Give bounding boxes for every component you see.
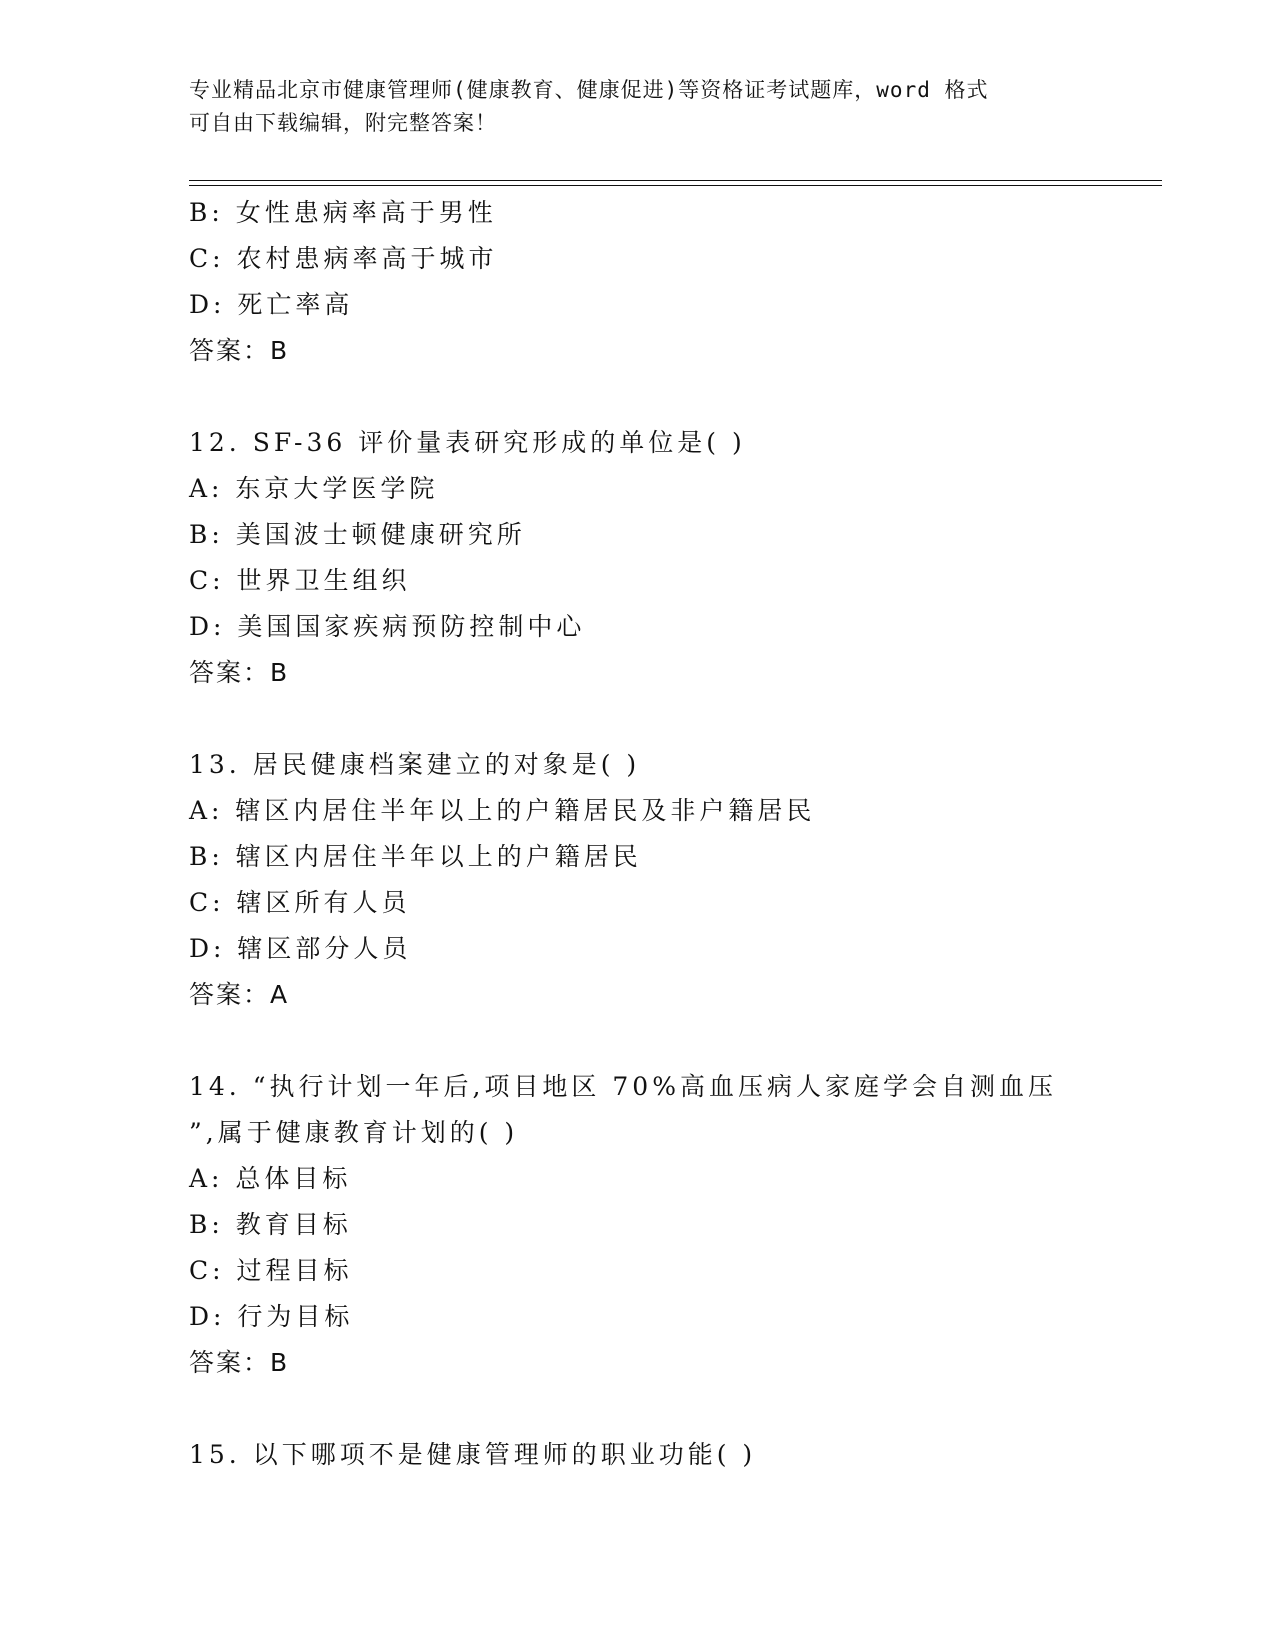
answer: 答案：A bbox=[189, 980, 290, 1009]
question-13 bbox=[189, 742, 1149, 1018]
option-d: D: 行为目标 bbox=[189, 1302, 354, 1331]
question-stem: 12. SF-36 评价量表研究形成的单位是( ) bbox=[189, 428, 746, 457]
document-header bbox=[189, 74, 1089, 140]
question-stem: 15. 以下哪项不是健康管理师的职业功能( ) bbox=[189, 1440, 757, 1469]
option-b: B: 教育目标 bbox=[189, 1210, 352, 1239]
option-c: C: 过程目标 bbox=[189, 1256, 353, 1285]
header-divider-bottom bbox=[189, 185, 1162, 186]
option-c: C: 世界卫生组织 bbox=[189, 566, 411, 595]
option-d: D: 死亡率高 bbox=[189, 290, 354, 319]
option-a: A: 总体目标 bbox=[189, 1164, 352, 1193]
question-stem-line-1: 14. “执行计划一年后,项目地区 70%高血压病人家庭学会自测血压 bbox=[189, 1072, 1057, 1101]
header-line-2: 可自由下载编辑，附完整答案！ bbox=[189, 111, 497, 135]
header-divider-top bbox=[189, 180, 1162, 181]
answer: 答案：B bbox=[189, 1348, 290, 1377]
option-a: A: 辖区内居住半年以上的户籍居民及非户籍居民 bbox=[189, 796, 816, 825]
option-b: B: 美国波士顿健康研究所 bbox=[189, 520, 526, 549]
answer: 答案：B bbox=[189, 658, 290, 687]
option-d: D: 辖区部分人员 bbox=[189, 934, 412, 963]
question-stem-line-2: ”,属于健康教育计划的( ) bbox=[189, 1118, 519, 1147]
question-stem: 13. 居民健康档案建立的对象是( ) bbox=[189, 750, 641, 779]
option-a: A: 东京大学医学院 bbox=[189, 474, 439, 503]
question-12 bbox=[189, 420, 1149, 696]
question-list bbox=[189, 190, 1149, 1478]
option-c: C: 农村患病率高于城市 bbox=[189, 244, 498, 273]
option-b: B: 辖区内居住半年以上的户籍居民 bbox=[189, 842, 642, 871]
option-b: B: 女性患病率高于男性 bbox=[189, 198, 497, 227]
answer: 答案：B bbox=[189, 336, 290, 365]
question-11-tail bbox=[189, 190, 1149, 374]
option-d: D: 美国国家疾病预防控制中心 bbox=[189, 612, 586, 641]
option-c: C: 辖区所有人员 bbox=[189, 888, 411, 917]
question-14 bbox=[189, 1064, 1149, 1386]
header-line-1: 专业精品北京市健康管理师(健康教育、健康促进)等资格证考试题库，word 格式 bbox=[189, 78, 989, 102]
question-15 bbox=[189, 1432, 1149, 1478]
